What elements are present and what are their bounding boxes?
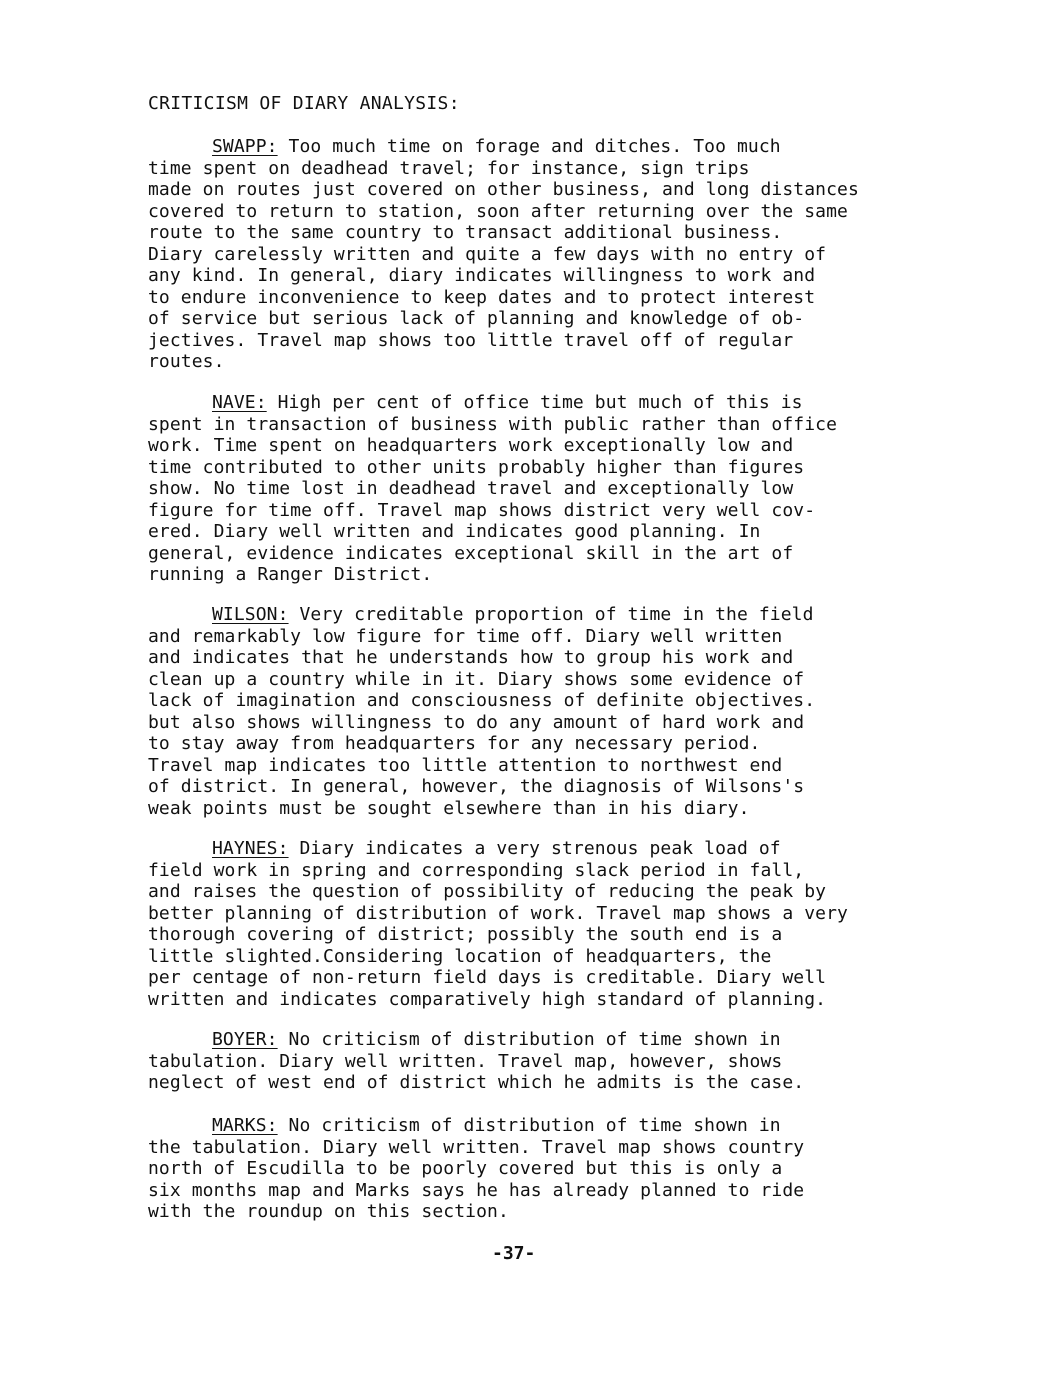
paragraph-swapp	[148, 136, 859, 373]
paragraph-line: show. No time lost in deadhead travel and exceptionally low	[148, 478, 794, 499]
paragraph-line: per centage of non-return field days is creditable. Diary well	[148, 967, 827, 988]
ranger-name-marks: MARKS:	[212, 1115, 278, 1136]
paragraph-boyer	[148, 1029, 804, 1094]
paragraph-line: Diary carelessly written and quite a few days with no entry of	[148, 243, 827, 265]
paragraph-line: work. Time spent on headquarters work exceptionally low and	[148, 435, 794, 456]
paragraph-line: clean up a country while in it. Diary shows some evidence of	[148, 668, 805, 690]
paragraph-line: general, evidence indicates exceptional skill in the art of	[148, 542, 794, 564]
paragraph-line: but also shows willingness to do any amount of hard work and	[148, 711, 805, 733]
paragraph-line: written and indicates comparatively high standard of planning.	[148, 988, 827, 1010]
paragraph-line: six months map and Marks says he has already planned to ride	[148, 1179, 805, 1201]
paragraph-line: Too much time on forage and ditches. Too much	[277, 136, 781, 157]
paragraph-haynes	[148, 838, 848, 1010]
paragraph-line: routes.	[148, 351, 225, 372]
ranger-name-wilson: WILSON:	[212, 604, 289, 625]
paragraph-line: High per cent of office time but much of this is	[266, 392, 803, 413]
paragraph-line: spent in transaction of business with public rather than office	[148, 413, 838, 435]
paragraph-line: field work in spring and corresponding slack period in fall,	[148, 859, 805, 881]
paragraph-line: north of Escudilla to be poorly covered but this is only a	[148, 1158, 783, 1179]
paragraph-line: weak points must be sought elsewhere than in his diary.	[148, 797, 750, 819]
paragraph-line: and indicates that he understands how to group his work and	[148, 647, 794, 668]
paragraph-line: neglect of west end of district which he admits is the case.	[148, 1072, 805, 1093]
paragraph-line: time contributed to other units probably higher than figures	[148, 456, 805, 478]
paragraph-line: any kind. In general, diary indicates willingness to work and	[148, 265, 816, 286]
paragraph-line: jectives. Travel map shows too little travel off of regular	[148, 329, 794, 351]
document-title: CRITICISM OF DIARY ANALYSIS:	[148, 93, 460, 114]
page-number: -37-	[492, 1243, 536, 1264]
paragraph-nave	[148, 392, 837, 586]
paragraph-line: ered. Diary well written and indicates good planning. In	[148, 521, 761, 542]
paragraph-marks	[148, 1115, 804, 1223]
paragraph-line: to endure inconvenience to keep dates and to protect interest	[148, 286, 816, 308]
paragraph-line: covered to return to station, soon after returning over the same	[148, 200, 848, 222]
ranger-name-boyer: BOYER:	[212, 1029, 278, 1050]
ranger-name-nave: NAVE:	[212, 392, 267, 413]
paragraph-line: route to the same country to transact additional business.	[148, 222, 783, 243]
paragraph-line: little slighted.Considering location of headquarters, the	[148, 945, 772, 967]
ranger-name-swapp: SWAPP:	[212, 136, 278, 157]
paragraph-line: of service but serious lack of planning and knowledge of ob-	[148, 308, 805, 329]
paragraph-line: better planning of distribution of work. Travel map shows a very	[148, 902, 848, 924]
paragraph-line: tabulation. Diary well written. Travel map, however, shows	[148, 1050, 783, 1072]
ranger-name-haynes: HAYNES:	[212, 838, 289, 859]
paragraph-line: made on routes just covered on other business, and long distances	[148, 179, 859, 200]
paragraph-line: running a Ranger District.	[148, 564, 433, 585]
paragraph-line: with the roundup on this section.	[148, 1201, 509, 1222]
paragraph-wilson	[148, 604, 815, 819]
paragraph-line: thorough covering of district; possibly the south end is a	[148, 924, 783, 945]
paragraph-line: figure for time off. Travel map shows district very well cov-	[148, 499, 816, 521]
paragraph-line: and remarkably low figure for time off. Diary well written	[148, 625, 783, 647]
paragraph-line: the tabulation. Diary well written. Travel map shows country	[148, 1136, 805, 1158]
paragraph-line: to stay away from headquarters for any necessary period.	[148, 733, 761, 754]
paragraph-line: Diary indicates a very strenous peak load of	[288, 838, 781, 859]
paragraph-line: and raises the question of possibility of reducing the peak by	[148, 881, 827, 902]
paragraph-line: Very creditable proportion of time in the field	[288, 604, 814, 625]
paragraph-line: of district. In general, however, the diagnosis of Wilsons's	[148, 776, 805, 797]
paragraph-line: Travel map indicates too little attention to northwest end	[148, 754, 783, 776]
paragraph-line: time spent on deadhead travel; for instance, sign trips	[148, 157, 750, 179]
paragraph-line: lack of imagination and consciousness of definite objectives.	[148, 690, 816, 711]
paragraph-line: No criticism of distribution of time shown in	[277, 1115, 781, 1136]
paragraph-line: No criticism of distribution of time shown in	[277, 1029, 781, 1050]
